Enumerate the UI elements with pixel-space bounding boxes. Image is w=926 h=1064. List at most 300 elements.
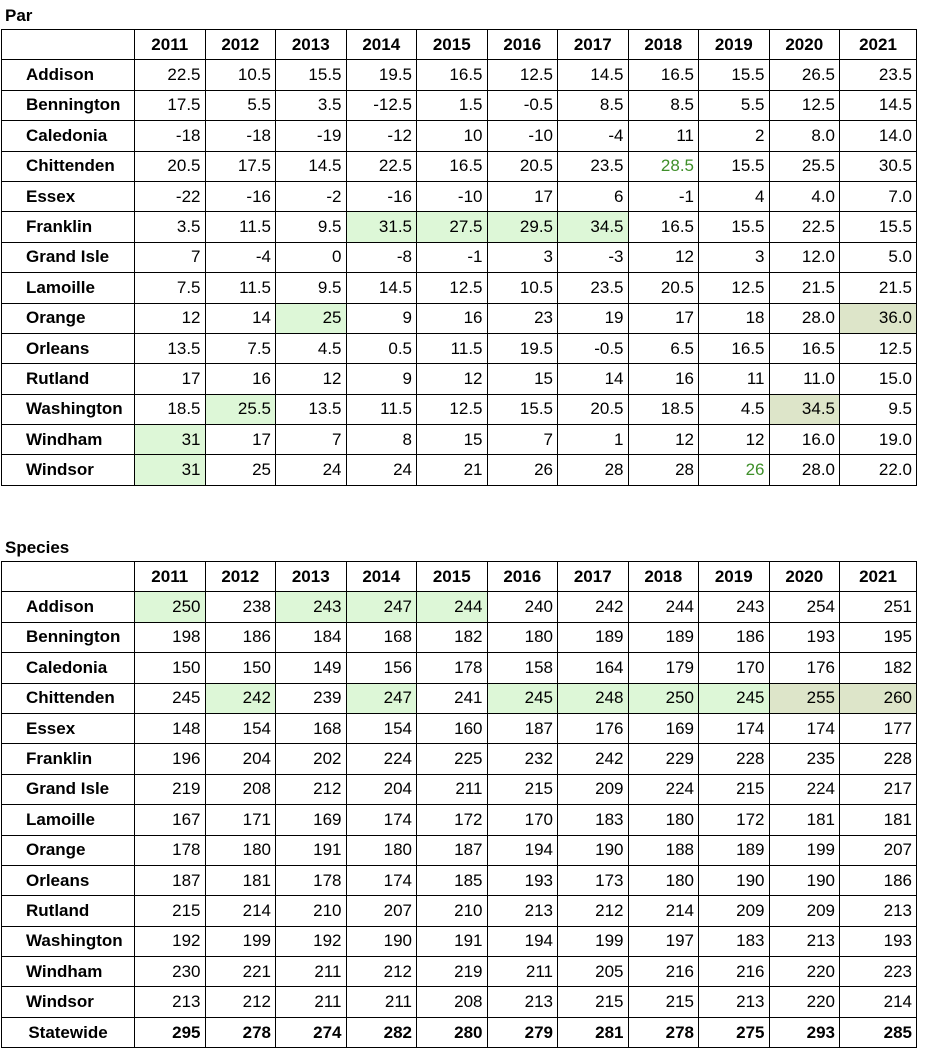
- par-value-cell: 18: [699, 303, 770, 333]
- species-row: [2, 713, 917, 743]
- par-value-cell: 25.5: [769, 151, 840, 181]
- species-year-header: 2018: [628, 562, 699, 592]
- species-value-cell: 167: [135, 805, 206, 835]
- par-value-cell: 28.5: [628, 151, 699, 181]
- par-value-cell: 21: [417, 455, 488, 485]
- species-value-cell: 213: [487, 987, 558, 1017]
- species-row: [2, 957, 917, 987]
- par-value-cell: -3: [558, 242, 629, 272]
- species-value-cell: 188: [628, 835, 699, 865]
- par-value-cell: 29.5: [487, 212, 558, 242]
- species-value-cell: 211: [276, 957, 347, 987]
- species-value-cell: 235: [769, 744, 840, 774]
- par-value-cell: 3.5: [276, 90, 347, 120]
- species-year-header: 2011: [135, 562, 206, 592]
- species-year-header: 2020: [769, 562, 840, 592]
- species-county-label: Bennington: [2, 622, 135, 652]
- par-value-cell: 17: [205, 425, 276, 455]
- species-year-header: 2019: [699, 562, 770, 592]
- species-row: [2, 926, 917, 956]
- par-row: [2, 364, 917, 394]
- par-county-label: Windham: [2, 425, 135, 455]
- species-total-cell: 285: [840, 1017, 917, 1047]
- species-county-label: Orleans: [2, 865, 135, 895]
- species-total-row: [2, 1017, 917, 1047]
- par-county-label: Essex: [2, 181, 135, 211]
- species-value-cell: 213: [135, 987, 206, 1017]
- species-value-cell: 189: [628, 622, 699, 652]
- par-value-cell: 28.0: [769, 455, 840, 485]
- par-value-cell: 17.5: [135, 90, 206, 120]
- par-year-header: 2018: [628, 30, 699, 60]
- species-total-cell: 281: [558, 1017, 629, 1047]
- species-value-cell: 190: [346, 926, 417, 956]
- species-county-label: Caledonia: [2, 653, 135, 683]
- species-value-cell: 210: [276, 896, 347, 926]
- par-year-header: 2014: [346, 30, 417, 60]
- par-value-cell: 18.5: [628, 394, 699, 424]
- par-value-cell: 1.5: [417, 90, 488, 120]
- par-value-cell: 28: [558, 455, 629, 485]
- species-value-cell: 215: [699, 774, 770, 804]
- species-value-cell: 190: [699, 865, 770, 895]
- par-value-cell: 26: [487, 455, 558, 485]
- par-value-cell: 7: [487, 425, 558, 455]
- par-value-cell: 5.5: [205, 90, 276, 120]
- species-row: [2, 896, 917, 926]
- species-county-label: Essex: [2, 713, 135, 743]
- species-total-cell: 278: [628, 1017, 699, 1047]
- species-county-label: Addison: [2, 592, 135, 622]
- par-row: [2, 90, 917, 120]
- species-value-cell: 244: [628, 592, 699, 622]
- par-value-cell: 11.0: [769, 364, 840, 394]
- species-value-cell: 245: [135, 683, 206, 713]
- species-value-cell: 150: [205, 653, 276, 683]
- par-value-cell: 19.5: [346, 60, 417, 90]
- par-value-cell: 0: [276, 242, 347, 272]
- species-value-cell: 208: [417, 987, 488, 1017]
- species-value-cell: 260: [840, 683, 917, 713]
- par-value-cell: 3: [699, 242, 770, 272]
- par-value-cell: -12.5: [346, 90, 417, 120]
- par-value-cell: 15.5: [487, 394, 558, 424]
- par-value-cell: 15: [417, 425, 488, 455]
- species-value-cell: 216: [699, 957, 770, 987]
- species-value-cell: 205: [558, 957, 629, 987]
- species-value-cell: 154: [205, 713, 276, 743]
- species-value-cell: 198: [135, 622, 206, 652]
- par-year-header: 2021: [840, 30, 917, 60]
- species-value-cell: 187: [487, 713, 558, 743]
- species-value-cell: 191: [276, 835, 347, 865]
- par-value-cell: 20.5: [558, 394, 629, 424]
- species-value-cell: 192: [135, 926, 206, 956]
- par-value-cell: 14.0: [840, 121, 917, 151]
- par-row: [2, 212, 917, 242]
- par-value-cell: 16: [205, 364, 276, 394]
- par-value-cell: 22.5: [769, 212, 840, 242]
- species-total-cell: 282: [346, 1017, 417, 1047]
- par-value-cell: 12: [628, 425, 699, 455]
- par-value-cell: 28.0: [769, 303, 840, 333]
- species-value-cell: 170: [699, 653, 770, 683]
- par-value-cell: 36.0: [840, 303, 917, 333]
- species-value-cell: 150: [135, 653, 206, 683]
- species-value-cell: 214: [840, 987, 917, 1017]
- par-value-cell: 9: [346, 364, 417, 394]
- species-value-cell: 174: [699, 713, 770, 743]
- species-value-cell: 211: [276, 987, 347, 1017]
- species-value-cell: 196: [135, 744, 206, 774]
- species-value-cell: 254: [769, 592, 840, 622]
- par-header-row: [2, 30, 917, 60]
- species-value-cell: 221: [205, 957, 276, 987]
- species-value-cell: 176: [558, 713, 629, 743]
- par-value-cell: 12: [699, 425, 770, 455]
- species-row: [2, 865, 917, 895]
- species-year-header: 2014: [346, 562, 417, 592]
- par-value-cell: 10: [417, 121, 488, 151]
- species-value-cell: 211: [417, 774, 488, 804]
- par-value-cell: -1: [628, 181, 699, 211]
- species-value-cell: 219: [135, 774, 206, 804]
- par-year-header: 2013: [276, 30, 347, 60]
- par-value-cell: 15.5: [276, 60, 347, 90]
- par-value-cell: 23.5: [840, 60, 917, 90]
- par-value-cell: -16: [205, 181, 276, 211]
- par-county-label: Addison: [2, 60, 135, 90]
- par-table: [1, 29, 917, 486]
- species-value-cell: 199: [769, 835, 840, 865]
- par-year-header: 2019: [699, 30, 770, 60]
- species-value-cell: 193: [769, 622, 840, 652]
- par-county-label: Rutland: [2, 364, 135, 394]
- species-value-cell: 219: [417, 957, 488, 987]
- par-value-cell: 19.5: [487, 333, 558, 363]
- species-value-cell: 212: [346, 957, 417, 987]
- par-value-cell: 23.5: [558, 151, 629, 181]
- par-county-label: Windsor: [2, 455, 135, 485]
- species-value-cell: 170: [487, 805, 558, 835]
- par-value-cell: 17: [135, 364, 206, 394]
- par-value-cell: 23.5: [558, 273, 629, 303]
- species-value-cell: 199: [205, 926, 276, 956]
- species-year-header: 2016: [487, 562, 558, 592]
- species-value-cell: 228: [699, 744, 770, 774]
- par-value-cell: 10.5: [487, 273, 558, 303]
- par-value-cell: 5.0: [840, 242, 917, 272]
- species-total-cell: 279: [487, 1017, 558, 1047]
- species-year-header: 2013: [276, 562, 347, 592]
- par-county-label: Grand Isle: [2, 242, 135, 272]
- species-value-cell: 199: [558, 926, 629, 956]
- par-value-cell: -16: [346, 181, 417, 211]
- species-row: [2, 987, 917, 1017]
- par-value-cell: 12: [135, 303, 206, 333]
- species-value-cell: 241: [417, 683, 488, 713]
- species-value-cell: 210: [417, 896, 488, 926]
- species-value-cell: 250: [135, 592, 206, 622]
- par-value-cell: 16.5: [699, 333, 770, 363]
- par-row: [2, 181, 917, 211]
- par-value-cell: 21.5: [769, 273, 840, 303]
- par-value-cell: 11.5: [346, 394, 417, 424]
- species-value-cell: 245: [699, 683, 770, 713]
- species-value-cell: 186: [840, 865, 917, 895]
- species-row: [2, 744, 917, 774]
- par-row: [2, 425, 917, 455]
- par-value-cell: 17: [487, 181, 558, 211]
- species-value-cell: 149: [276, 653, 347, 683]
- par-row: [2, 333, 917, 363]
- species-county-label: Chittenden: [2, 683, 135, 713]
- species-value-cell: 181: [840, 805, 917, 835]
- species-value-cell: 194: [487, 835, 558, 865]
- species-total-cell: 275: [699, 1017, 770, 1047]
- par-value-cell: 34.5: [769, 394, 840, 424]
- species-value-cell: 177: [840, 713, 917, 743]
- species-section-title: Species: [5, 538, 70, 557]
- species-value-cell: 190: [558, 835, 629, 865]
- species-value-cell: 172: [699, 805, 770, 835]
- par-value-cell: 8.5: [558, 90, 629, 120]
- par-value-cell: 4: [699, 181, 770, 211]
- species-value-cell: 193: [487, 865, 558, 895]
- species-total-cell: 293: [769, 1017, 840, 1047]
- par-value-cell: 9.5: [276, 212, 347, 242]
- species-value-cell: 187: [417, 835, 488, 865]
- species-value-cell: 211: [487, 957, 558, 987]
- species-value-cell: 213: [840, 896, 917, 926]
- par-value-cell: 7.0: [840, 181, 917, 211]
- par-value-cell: 28: [628, 455, 699, 485]
- species-value-cell: 207: [840, 835, 917, 865]
- par-county-label: Chittenden: [2, 151, 135, 181]
- par-county-label: Washington: [2, 394, 135, 424]
- species-value-cell: 243: [276, 592, 347, 622]
- par-value-cell: 14.5: [558, 60, 629, 90]
- par-value-cell: -8: [346, 242, 417, 272]
- par-county-label: Lamoille: [2, 273, 135, 303]
- species-value-cell: 244: [417, 592, 488, 622]
- species-value-cell: 187: [135, 865, 206, 895]
- species-value-cell: 238: [205, 592, 276, 622]
- par-value-cell: 4.0: [769, 181, 840, 211]
- par-value-cell: 22.0: [840, 455, 917, 485]
- par-county-label: Franklin: [2, 212, 135, 242]
- species-value-cell: 180: [205, 835, 276, 865]
- species-value-cell: 183: [699, 926, 770, 956]
- par-value-cell: 12.5: [699, 273, 770, 303]
- par-value-cell: -0.5: [487, 90, 558, 120]
- par-value-cell: -22: [135, 181, 206, 211]
- par-value-cell: 17.5: [205, 151, 276, 181]
- species-value-cell: 185: [417, 865, 488, 895]
- par-row: [2, 242, 917, 272]
- species-row: [2, 592, 917, 622]
- species-value-cell: 148: [135, 713, 206, 743]
- par-value-cell: 23: [487, 303, 558, 333]
- par-value-cell: 16.5: [417, 151, 488, 181]
- par-value-cell: 4.5: [699, 394, 770, 424]
- par-value-cell: 15.5: [840, 212, 917, 242]
- par-value-cell: -10: [417, 181, 488, 211]
- par-value-cell: 25.5: [205, 394, 276, 424]
- species-row: [2, 683, 917, 713]
- species-value-cell: 240: [487, 592, 558, 622]
- par-value-cell: 15.0: [840, 364, 917, 394]
- species-value-cell: 224: [346, 744, 417, 774]
- species-total-cell: 280: [417, 1017, 488, 1047]
- species-value-cell: 156: [346, 653, 417, 683]
- par-value-cell: 8.0: [769, 121, 840, 151]
- species-value-cell: 242: [205, 683, 276, 713]
- species-county-label: Grand Isle: [2, 774, 135, 804]
- par-row: [2, 60, 917, 90]
- species-year-header: 2017: [558, 562, 629, 592]
- par-value-cell: 11.5: [205, 273, 276, 303]
- par-value-cell: 6: [558, 181, 629, 211]
- par-value-cell: 18.5: [135, 394, 206, 424]
- par-value-cell: 22.5: [346, 151, 417, 181]
- par-value-cell: 10.5: [205, 60, 276, 90]
- par-value-cell: 12.5: [417, 273, 488, 303]
- par-value-cell: 7.5: [205, 333, 276, 363]
- species-value-cell: 178: [276, 865, 347, 895]
- species-county-label: Lamoille: [2, 805, 135, 835]
- par-row: [2, 455, 917, 485]
- species-value-cell: 202: [276, 744, 347, 774]
- par-year-header: 2017: [558, 30, 629, 60]
- species-value-cell: 215: [135, 896, 206, 926]
- species-value-cell: 190: [769, 865, 840, 895]
- species-value-cell: 160: [417, 713, 488, 743]
- par-value-cell: 15: [487, 364, 558, 394]
- par-row: [2, 151, 917, 181]
- par-value-cell: 16.5: [769, 333, 840, 363]
- par-value-cell: 3.5: [135, 212, 206, 242]
- par-year-header: 2015: [417, 30, 488, 60]
- species-value-cell: 191: [417, 926, 488, 956]
- species-value-cell: 182: [840, 653, 917, 683]
- species-value-cell: 204: [346, 774, 417, 804]
- species-value-cell: 213: [487, 896, 558, 926]
- par-value-cell: 21.5: [840, 273, 917, 303]
- species-value-cell: 230: [135, 957, 206, 987]
- par-value-cell: -0.5: [558, 333, 629, 363]
- species-value-cell: 214: [205, 896, 276, 926]
- par-value-cell: 22.5: [135, 60, 206, 90]
- par-value-cell: 20.5: [628, 273, 699, 303]
- species-value-cell: 211: [346, 987, 417, 1017]
- par-value-cell: 7: [276, 425, 347, 455]
- species-value-cell: 243: [699, 592, 770, 622]
- par-row: [2, 121, 917, 151]
- species-value-cell: 204: [205, 744, 276, 774]
- par-value-cell: 11.5: [417, 333, 488, 363]
- species-value-cell: 180: [487, 622, 558, 652]
- par-county-label: Caledonia: [2, 121, 135, 151]
- par-value-cell: 13.5: [276, 394, 347, 424]
- par-header-corner: [2, 30, 135, 60]
- par-value-cell: 12: [417, 364, 488, 394]
- par-year-header: 2011: [135, 30, 206, 60]
- par-value-cell: 34.5: [558, 212, 629, 242]
- species-total-cell: 278: [205, 1017, 276, 1047]
- species-value-cell: 232: [487, 744, 558, 774]
- par-value-cell: 14.5: [840, 90, 917, 120]
- par-value-cell: 14.5: [346, 273, 417, 303]
- par-value-cell: 3: [487, 242, 558, 272]
- species-value-cell: 208: [205, 774, 276, 804]
- species-value-cell: 180: [628, 865, 699, 895]
- species-value-cell: 181: [769, 805, 840, 835]
- species-value-cell: 223: [840, 957, 917, 987]
- par-value-cell: 12.5: [769, 90, 840, 120]
- par-value-cell: 1: [558, 425, 629, 455]
- species-value-cell: 182: [417, 622, 488, 652]
- species-county-label: Windham: [2, 957, 135, 987]
- species-value-cell: 193: [840, 926, 917, 956]
- par-value-cell: 20.5: [135, 151, 206, 181]
- species-value-cell: 194: [487, 926, 558, 956]
- par-value-cell: 14: [205, 303, 276, 333]
- species-value-cell: 224: [769, 774, 840, 804]
- species-value-cell: 245: [487, 683, 558, 713]
- species-value-cell: 212: [558, 896, 629, 926]
- par-value-cell: 7: [135, 242, 206, 272]
- species-value-cell: 228: [840, 744, 917, 774]
- species-value-cell: 178: [417, 653, 488, 683]
- species-value-cell: 220: [769, 987, 840, 1017]
- species-value-cell: 251: [840, 592, 917, 622]
- species-value-cell: 242: [558, 744, 629, 774]
- species-county-label: Franklin: [2, 744, 135, 774]
- species-value-cell: 197: [628, 926, 699, 956]
- species-header-row: [2, 562, 917, 592]
- species-value-cell: 181: [205, 865, 276, 895]
- par-value-cell: 19: [558, 303, 629, 333]
- par-value-cell: 15.5: [699, 60, 770, 90]
- species-value-cell: 189: [558, 622, 629, 652]
- par-value-cell: 31: [135, 455, 206, 485]
- par-value-cell: 9.5: [276, 273, 347, 303]
- species-value-cell: 192: [276, 926, 347, 956]
- species-value-cell: 174: [346, 805, 417, 835]
- par-value-cell: 12.0: [769, 242, 840, 272]
- par-value-cell: -12: [346, 121, 417, 151]
- species-value-cell: 183: [558, 805, 629, 835]
- par-value-cell: 26: [699, 455, 770, 485]
- species-value-cell: 174: [346, 865, 417, 895]
- species-value-cell: 180: [346, 835, 417, 865]
- par-value-cell: 12.5: [487, 60, 558, 90]
- par-value-cell: -18: [205, 121, 276, 151]
- species-value-cell: 224: [628, 774, 699, 804]
- par-county-label: Orleans: [2, 333, 135, 363]
- species-value-cell: 189: [699, 835, 770, 865]
- par-value-cell: 9.5: [840, 394, 917, 424]
- par-value-cell: 30.5: [840, 151, 917, 181]
- par-value-cell: 16: [417, 303, 488, 333]
- species-value-cell: 213: [769, 926, 840, 956]
- species-value-cell: 172: [417, 805, 488, 835]
- par-value-cell: 20.5: [487, 151, 558, 181]
- par-value-cell: 8.5: [628, 90, 699, 120]
- par-value-cell: 9: [346, 303, 417, 333]
- species-total-cell: 274: [276, 1017, 347, 1047]
